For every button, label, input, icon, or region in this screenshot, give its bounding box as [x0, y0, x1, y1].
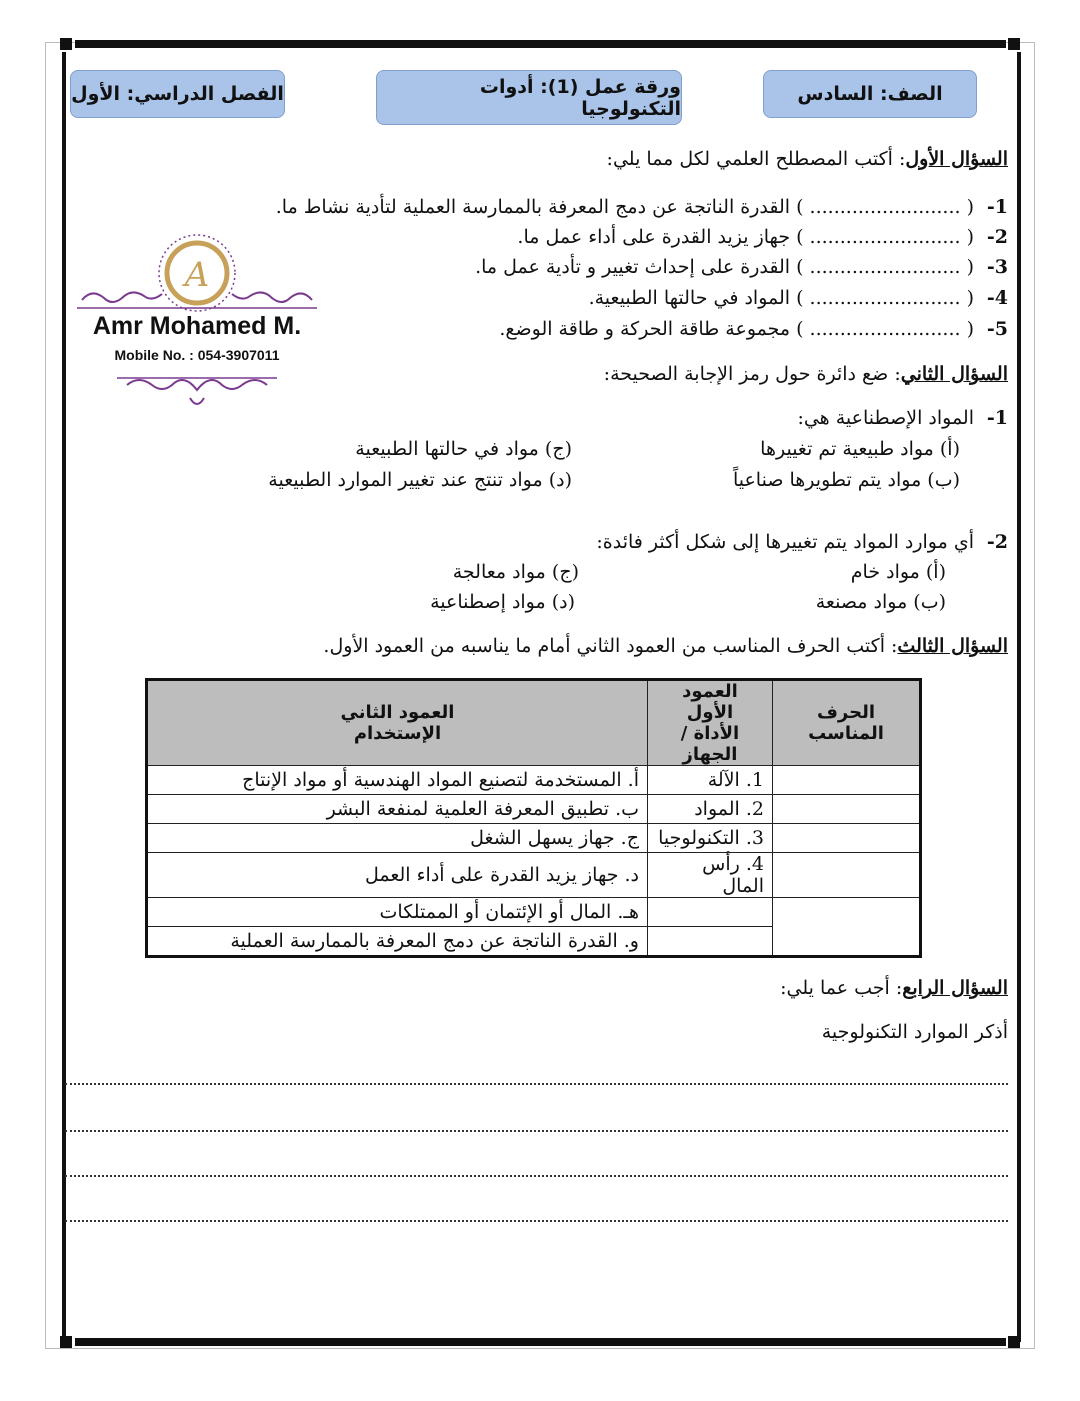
answer-cell[interactable]: [773, 853, 921, 898]
q2-option-c[interactable]: (ج) مواد في حالتها الطبيعية: [355, 438, 572, 460]
column-two-cell: أ. المستخدمة لتصنيع المواد الهندسية أو مواد الإنتاج: [147, 766, 648, 795]
answer-line[interactable]: [65, 1083, 1008, 1085]
q2-option-a[interactable]: (أ) مواد خام: [850, 561, 946, 583]
frame-corner: [1008, 38, 1020, 50]
q1-item: 2-( ......................... ) جهاز يزيد القدرة على أداء عمل ما.: [517, 226, 1008, 248]
answer-line[interactable]: [65, 1175, 1008, 1177]
q1-item: 3-( ......................... ) القدرة على إحداث تغيير و تأدية عمل ما.: [475, 256, 1008, 278]
answer-cell[interactable]: [773, 824, 921, 853]
answer-line[interactable]: [65, 1130, 1008, 1132]
q2-question: 2-أي موارد المواد يتم تغييرها إلى شكل أكثر فائدة:: [596, 531, 1008, 553]
table-row: [147, 824, 921, 853]
logo-mobile: Mobile No. : 054-3907011: [114, 347, 280, 363]
table-row: [147, 853, 921, 898]
column-two-cell: ج. جهاز يسهل الشغل: [147, 824, 648, 853]
q2-option-b[interactable]: (ب) مواد مصنعة: [815, 591, 946, 613]
frame-corner: [60, 1336, 72, 1348]
q1-title: السؤال الأول: [905, 148, 1008, 170]
q1-instruction: : أكتب المصطلح العلمي لكل مما يلي:: [606, 148, 906, 170]
q2-option-b[interactable]: (ب) مواد يتم تطويرها صناعياً: [732, 469, 960, 491]
table-row: [147, 766, 921, 795]
column-two-cell: ب. تطبيق المعرفة العلمية لمنفعة البشر: [147, 795, 648, 824]
q4-instruction: : أجب عما يلي:: [780, 977, 903, 999]
column-two-cell: د. جهاز يزيد القدرة على أداء العمل: [147, 853, 648, 898]
column-two-header: العمود الثاني الإستخدام: [147, 680, 648, 766]
column-one-header: العمود الأول الأداة / الجهاز: [648, 680, 773, 766]
q2-option-a[interactable]: (أ) مواد طبيعية تم تغييرها: [760, 438, 960, 460]
q3-heading: [323, 635, 1008, 657]
q2-heading: [604, 363, 1008, 385]
worksheet-title: ورقة عمل (1): أدوات التكنولوجيا: [479, 75, 681, 120]
term-label: الفصل الدراسي: الأول: [71, 83, 284, 105]
matching-table: [145, 678, 922, 958]
q3-title: السؤال الثالث: [897, 635, 1008, 657]
grade-label: الصف: السادس: [797, 83, 943, 105]
letter-column-header: الحرف المناسب: [773, 680, 921, 766]
term-box: [70, 70, 285, 118]
q2-option-d[interactable]: (د) مواد إصطناعية: [430, 591, 575, 613]
q2-option-c[interactable]: (ج) مواد معالجة: [452, 561, 579, 583]
q2-question: 1-المواد الإصطناعية هي:: [797, 407, 1008, 429]
frame-bottom-border: [75, 1338, 1006, 1346]
logo-letter: A: [184, 255, 210, 295]
q2-instruction: : ضع دائرة حول رمز الإجابة الصحيحة:: [603, 363, 901, 385]
table-header-row: [147, 680, 921, 766]
grade-box: [763, 70, 977, 118]
logo-name: Amr Mohamed M.: [92, 312, 302, 340]
frame-corner: [60, 38, 72, 50]
q4-heading: [780, 977, 1008, 999]
q2-title: السؤال الثاني: [900, 363, 1008, 385]
column-two-cell: هـ. المال أو الإئتمان أو الممتلكات: [147, 898, 648, 927]
q3-instruction: : أكتب الحرف المناسب من العمود الثاني أمام ما يناسبه من العمود الأول.: [323, 635, 898, 657]
column-one-cell: 3. التكنولوجيا: [648, 824, 773, 853]
frame-left-border: [62, 52, 66, 1342]
logo: [72, 228, 322, 423]
worksheet-title-box: [376, 70, 682, 125]
q1-heading: [607, 148, 1008, 170]
table-row: [147, 898, 921, 927]
answer-cell[interactable]: [773, 795, 921, 824]
table-row: [147, 795, 921, 824]
answer-cell[interactable]: [773, 766, 921, 795]
q1-item: 1-( ......................... ) القدرة الناتجة عن دمج المعرفة بالممارسة العملية لتأدية نشاط ما.: [275, 196, 1008, 218]
q1-item: 4-( ......................... ) المواد في حالتها الطبيعية.: [588, 287, 1008, 309]
column-one-cell: 4. رأس المال: [648, 853, 773, 898]
column-two-cell: و. القدرة الناتجة عن دمج المعرفة بالممارسة العملية: [147, 927, 648, 957]
answer-line[interactable]: [65, 1220, 1008, 1222]
column-one-cell: [648, 898, 773, 927]
q1-item: 5-( ......................... ) مجموعة طاقة الحركة و طاقة الوضع.: [499, 318, 1008, 340]
q4-title: السؤال الرابع: [902, 977, 1008, 999]
frame-right-border: [1017, 52, 1021, 1342]
q2-option-d[interactable]: (د) مواد تنتج عند تغيير الموارد الطبيعية: [268, 469, 572, 491]
table-row: [147, 927, 921, 957]
q4-prompt: أذكر الموارد التكنولوجية: [821, 1021, 1008, 1043]
frame-top-border: [75, 40, 1006, 48]
column-one-cell: [648, 927, 773, 957]
frame-corner: [1008, 1336, 1020, 1348]
column-one-cell: 2. المواد: [648, 795, 773, 824]
column-one-cell: 1. الآلة: [648, 766, 773, 795]
